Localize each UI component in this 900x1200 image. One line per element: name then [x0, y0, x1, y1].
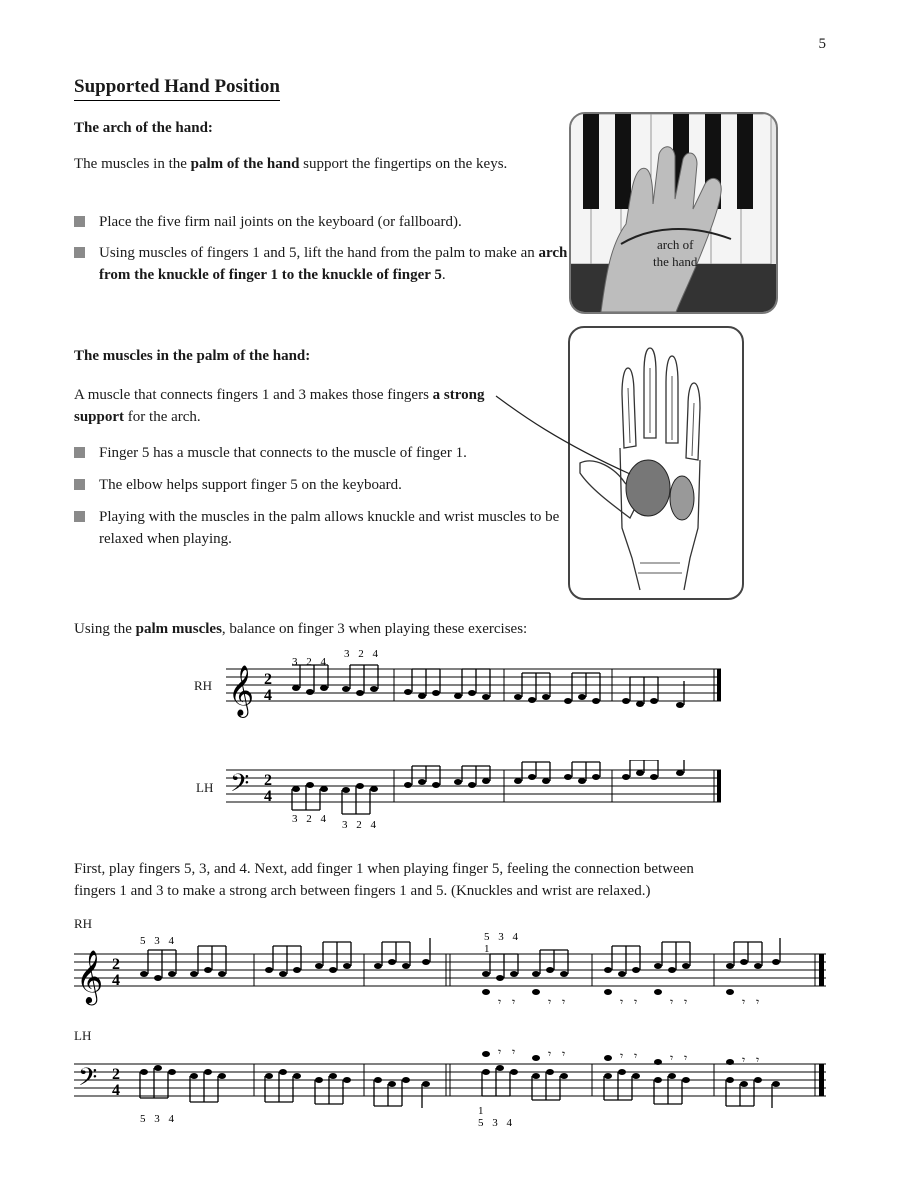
fingering-label: 5 3 4	[478, 1117, 515, 1129]
rh-notes	[292, 685, 684, 708]
bullet-square-icon	[74, 511, 85, 522]
exercise1-rh-label: RH	[194, 678, 213, 693]
svg-text:𝄾: 𝄾	[562, 1047, 566, 1061]
time-signature-bottom: 4	[264, 687, 272, 704]
muscles-intro-text: A muscle that connects fingers 1 and 3 makes those fingers	[74, 387, 433, 403]
time-signature-bottom: 4	[112, 972, 120, 989]
hand-on-keyboard-photo	[569, 112, 778, 314]
treble-clef-icon: 𝄞	[76, 951, 104, 1002]
svg-text:𝄾: 𝄾	[742, 995, 746, 1009]
exercise1-lh-staff	[226, 760, 726, 830]
muscles-bullet-1-text: Finger 5 has a muscle that connects to the muscle of finger 1.	[99, 445, 467, 461]
bass-clef-icon: 𝄢	[230, 770, 250, 803]
rest-symbols	[482, 989, 759, 1009]
time-signature-top: 2	[112, 956, 120, 973]
muscles-bullet-3-text: Playing with the muscles in the palm allows knuckle and wrist muscles to be relaxed when playing.	[99, 509, 560, 547]
exercise2-lh-label: LH	[74, 1028, 92, 1043]
svg-text:𝄾: 𝄾	[512, 995, 516, 1009]
muscles-bullet-2-text: The elbow helps support finger 5 on the keyboard.	[99, 477, 402, 493]
exercise1-lh-label: LH	[196, 780, 214, 795]
treble-clef-icon: 𝄞	[228, 666, 255, 715]
page-title: Supported Hand Position	[74, 76, 280, 101]
leader-line	[490, 388, 640, 478]
exercise2-lh-staff	[74, 1044, 834, 1130]
svg-text:𝄾: 𝄾	[498, 1045, 502, 1059]
bass-clef-icon: 𝄢	[78, 1064, 98, 1097]
svg-text:𝄾: 𝄾	[620, 995, 624, 1009]
arch-caption	[653, 236, 697, 270]
arch-caption-line1: arch of	[656, 237, 694, 252]
svg-text:𝄾: 𝄾	[684, 1051, 688, 1065]
fingering-label: 3 2 4	[292, 813, 329, 825]
page-number: 5	[818, 36, 826, 52]
section-heading-muscles: The muscles in the palm of the hand:	[74, 348, 311, 364]
muscles-intro	[74, 384, 504, 428]
fingering-label: 5 3 4	[140, 935, 177, 947]
bullet-square-icon	[74, 216, 85, 227]
arch-bullet-2	[74, 242, 569, 286]
exercise1-intro-text: Using the	[74, 621, 136, 637]
lh-notes	[292, 770, 684, 793]
exercise2-intro-line1: First, play fingers 5, 3, and 4. Next, add finger 1 when playing finger 5, feeling the connection between	[74, 861, 694, 877]
arch-intro	[74, 153, 544, 175]
exercise2-rh-staff	[74, 928, 834, 1018]
piano-hand-illustration	[571, 114, 776, 312]
svg-text:𝄾: 𝄾	[634, 1049, 638, 1063]
fingering-label: 3 2 4	[344, 648, 381, 660]
svg-text:𝄾: 𝄾	[742, 1053, 746, 1067]
exercise2-rh-label: RH	[74, 916, 93, 931]
exercise1-rh-staff	[226, 645, 726, 730]
arch-intro-text: The muscles in the	[74, 156, 191, 172]
time-signature-top: 2	[264, 772, 272, 789]
muscles-bullet-3	[74, 506, 569, 550]
svg-text:𝄾: 𝄾	[756, 1053, 760, 1067]
svg-text:𝄾: 𝄾	[548, 1047, 552, 1061]
svg-text:𝄾: 𝄾	[670, 995, 674, 1009]
arch-intro-text-end: support the fingertips on the keys.	[299, 156, 508, 172]
exercise2-intro-line2: fingers 1 and 3 to make a strong arch between fingers 1 and 5. (Knuckles and wrist are relaxed.)	[74, 883, 651, 899]
time-signature-top: 2	[264, 671, 272, 688]
svg-text:𝄾: 𝄾	[512, 1045, 516, 1059]
fingering-label: 1	[478, 1105, 484, 1117]
svg-text:𝄾: 𝄾	[670, 1051, 674, 1065]
bullet-square-icon	[74, 447, 85, 458]
muscles-intro-end: for the arch.	[124, 409, 201, 425]
arch-bullet-2-bold: arch from the knuckle of finger 1 to the knuckle of finger 5	[99, 245, 568, 283]
arch-intro-bold: palm of the hand	[190, 156, 300, 172]
svg-text:𝄾: 𝄾	[548, 995, 552, 1009]
muscles-intro-bold: a strong support	[74, 387, 485, 425]
time-signature-bottom: 4	[264, 788, 272, 805]
time-signature-bottom: 4	[112, 1082, 120, 1099]
exercise1-intro-bold: palm muscles	[135, 621, 222, 637]
fingering-label: 5 3 4	[140, 1113, 177, 1125]
svg-text:𝄾: 𝄾	[756, 995, 760, 1009]
fingering-label: 1	[484, 943, 490, 955]
svg-text:𝄾: 𝄾	[634, 995, 638, 1009]
time-signature-top: 2	[112, 1066, 120, 1083]
exercise2-intro	[74, 858, 834, 902]
exercise1-intro	[74, 618, 834, 640]
bullet-square-icon	[74, 479, 85, 490]
svg-text:𝄾: 𝄾	[498, 995, 502, 1009]
fingering-label: 3 2 4	[342, 819, 379, 830]
svg-text:𝄾: 𝄾	[562, 995, 566, 1009]
arch-bullet-1	[74, 211, 569, 233]
arch-caption-line2: the hand	[653, 254, 698, 269]
arch-bullet-2-text: Using muscles of fingers 1 and 5, lift the hand from the palm to make an	[99, 245, 539, 261]
svg-text:𝄾: 𝄾	[684, 995, 688, 1009]
fingering-label: 5 3 4	[484, 931, 521, 943]
section-heading-arch: The arch of the hand:	[74, 120, 213, 136]
bullet-square-icon	[74, 247, 85, 258]
svg-text:𝄾: 𝄾	[620, 1049, 624, 1063]
fingering-label: 3 2 4	[292, 656, 329, 668]
arch-bullet-1-text: Place the five firm nail joints on the keyboard (or fallboard).	[99, 214, 462, 230]
arch-bullet-2-end: .	[441, 267, 446, 283]
exercise1-intro-end: , balance on finger 3 when playing these exercises:	[221, 621, 528, 637]
